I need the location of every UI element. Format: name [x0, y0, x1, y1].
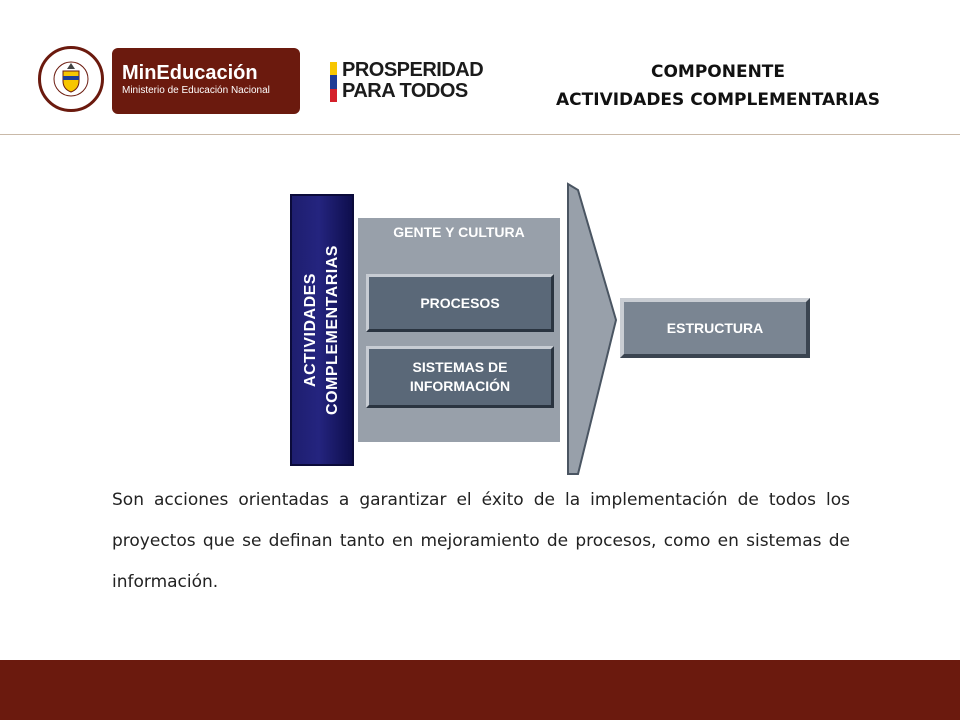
vertical-line1: ACTIVIDADES	[302, 273, 319, 387]
mineducacion-subtitle: Ministerio de Educación Nacional	[122, 85, 270, 96]
gente-cultura-label: GENTE Y CULTURA	[393, 224, 525, 240]
sistemas-label	[410, 358, 510, 396]
estructura-label: ESTRUCTURA	[666, 320, 764, 336]
sistemas-informacion-box	[366, 346, 554, 408]
flag-blue-stripe	[330, 75, 337, 88]
title-line1: COMPONENTE	[650, 62, 786, 82]
actividades-complementarias-label	[300, 180, 344, 480]
header-divider	[0, 134, 960, 135]
chevron-arrow-icon	[566, 182, 618, 478]
prosperidad-line2: PARA TODOS	[342, 80, 468, 102]
sistemas-line2: INFORMACIÓN	[409, 378, 511, 394]
footer-bar	[0, 660, 960, 720]
description-paragraph: Son acciones orientadas a garantizar el éxito de la implementación de todos los proyectos que se definan tanto en mejoramiento de procesos, como en sistemas de información.	[112, 490, 850, 592]
flag-red-stripe	[330, 89, 337, 102]
estructura-box	[620, 298, 810, 358]
colombia-flag-bar	[330, 62, 337, 102]
mineducacion-brand: MinEducación	[122, 62, 258, 84]
colombia-seal-logo	[38, 46, 104, 112]
page-title	[508, 58, 928, 114]
title-line2: ACTIVIDADES COMPLEMENTARIAS	[556, 90, 880, 110]
procesos-label: PROCESOS	[420, 295, 500, 311]
procesos-box	[366, 274, 554, 332]
sistemas-line1: SISTEMAS DE	[412, 359, 508, 375]
coat-of-arms-icon	[41, 49, 101, 109]
vertical-line2: COMPLEMENTARIAS	[324, 245, 341, 415]
prosperidad-line1: PROSPERIDAD	[342, 59, 484, 81]
mineducacion-logo	[112, 48, 300, 114]
prosperidad-text	[342, 60, 502, 102]
flag-yellow-stripe	[330, 62, 337, 75]
